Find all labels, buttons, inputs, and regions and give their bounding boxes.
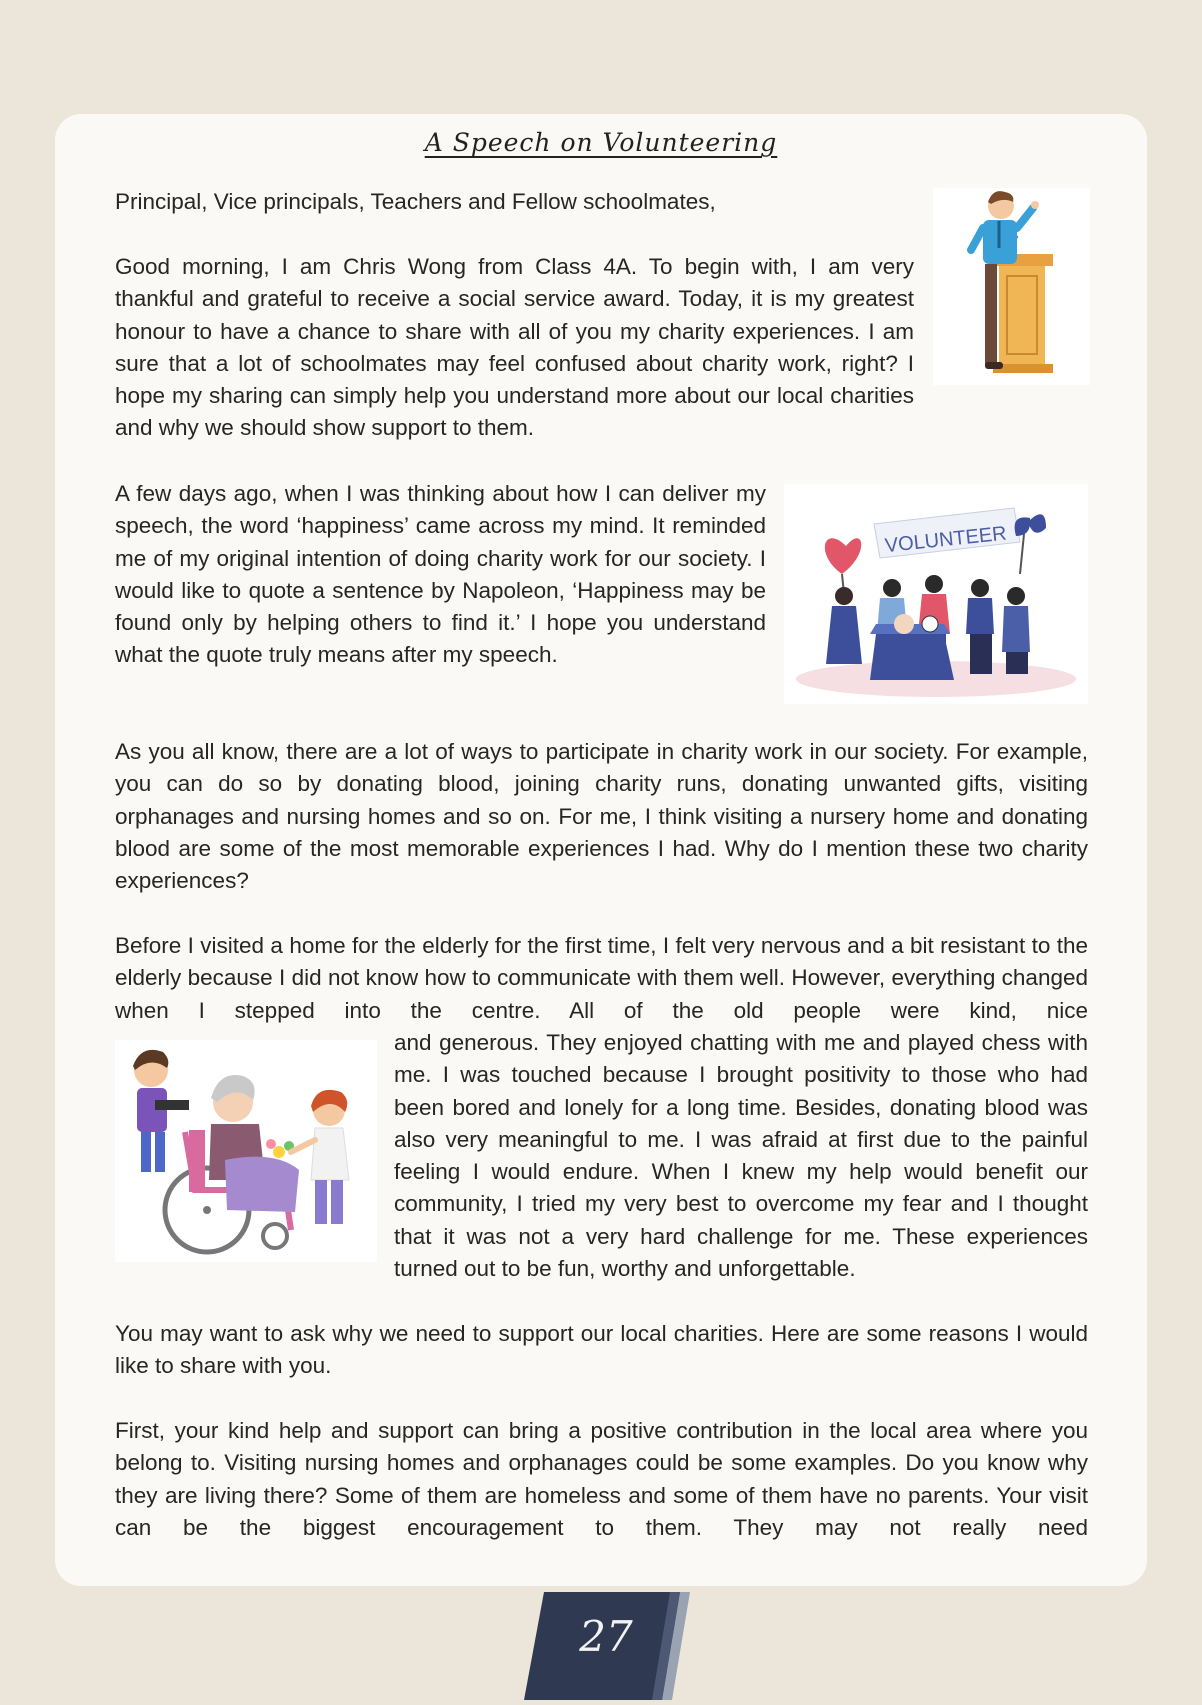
- salutation: Principal, Vice principals, Teachers and Fellow schoolmates,: [115, 189, 716, 214]
- paragraph-first-reason: First, your kind help and support can bring a positive contribution in the local area where you belong to. Visiting nursing homes and orphanages could be some examples. Do you know why they are living there? Some of them are homeless and some of them have no parents. Your visit can be the biggest encouragement to them. They may not really need: [115, 1418, 1088, 1540]
- volunteer-banner-text: VOLUNTEER: [883, 522, 1008, 558]
- paragraph-elderly-home: Before I visited a home for the elderly for the first time, I felt very nervous and a bit resistant to the elderly because I did not know how to communicate with them well. However, everything changed when I stepped into the centre. All of the old people were kind, nice: [115, 933, 1088, 1023]
- paragraph-happiness: A few days ago, when I was thinking about how I can deliver my speech, the word ‘happiness’ came across my mind. It reminded me of my original intention of doing charity work for our society. I would like to quote a sentence by Napoleon, ‘Happiness may be found only by helping others to find it.’ I hope you understand what the quote truly means after my speech.: [115, 481, 766, 668]
- volunteers-illustration: [784, 484, 1088, 704]
- speaker-podium-illustration: [933, 188, 1090, 385]
- elderly-wheelchair-illustration: [115, 1040, 377, 1262]
- paragraph-ways: As you all know, there are a lot of ways to participate in charity work in our society. For example, you can do so by donating blood, joining charity runs, donating unwanted gifts, visiting orphanages and nursing homes and so on. For me, I think visiting a nursery home and donating blood are some of the most memorable experiences I had. Why do I mention these two charity experiences?: [115, 739, 1088, 894]
- paragraph-elderly-continued: and generous. They enjoyed chatting with me and played chess with me. I was touched because I brought positivity to those who had been bored and lonely for a long time. Besides, donating blood was also very meaningful to me. I was afraid at first due to the painful feeling I would endure. When I knew my help would benefit our community, I tried my very best to overcome my fear and I thought that it was not a very hard challenge for me. These experiences turned out to be fun, worthy and unforgettable.: [394, 1030, 1088, 1282]
- paragraph-reasons-intro: You may want to ask why we need to support our local charities. Here are some reasons I would like to share with you.: [115, 1321, 1088, 1379]
- page-title: A Speech on Volunteering: [424, 128, 778, 157]
- paragraph-intro: Good morning, I am Chris Wong from Class 4A. To begin with, I am very thankful and grateful to receive a social service award. Today, it is my greatest honour to have a chance to share with all of you my charity experiences. I am sure that a lot of schoolmates may feel confused about charity work, right? I hope my sharing can simply help you understand more about our local charities and why we should show support to them.: [115, 254, 914, 441]
- page-number: 27: [579, 1612, 633, 1661]
